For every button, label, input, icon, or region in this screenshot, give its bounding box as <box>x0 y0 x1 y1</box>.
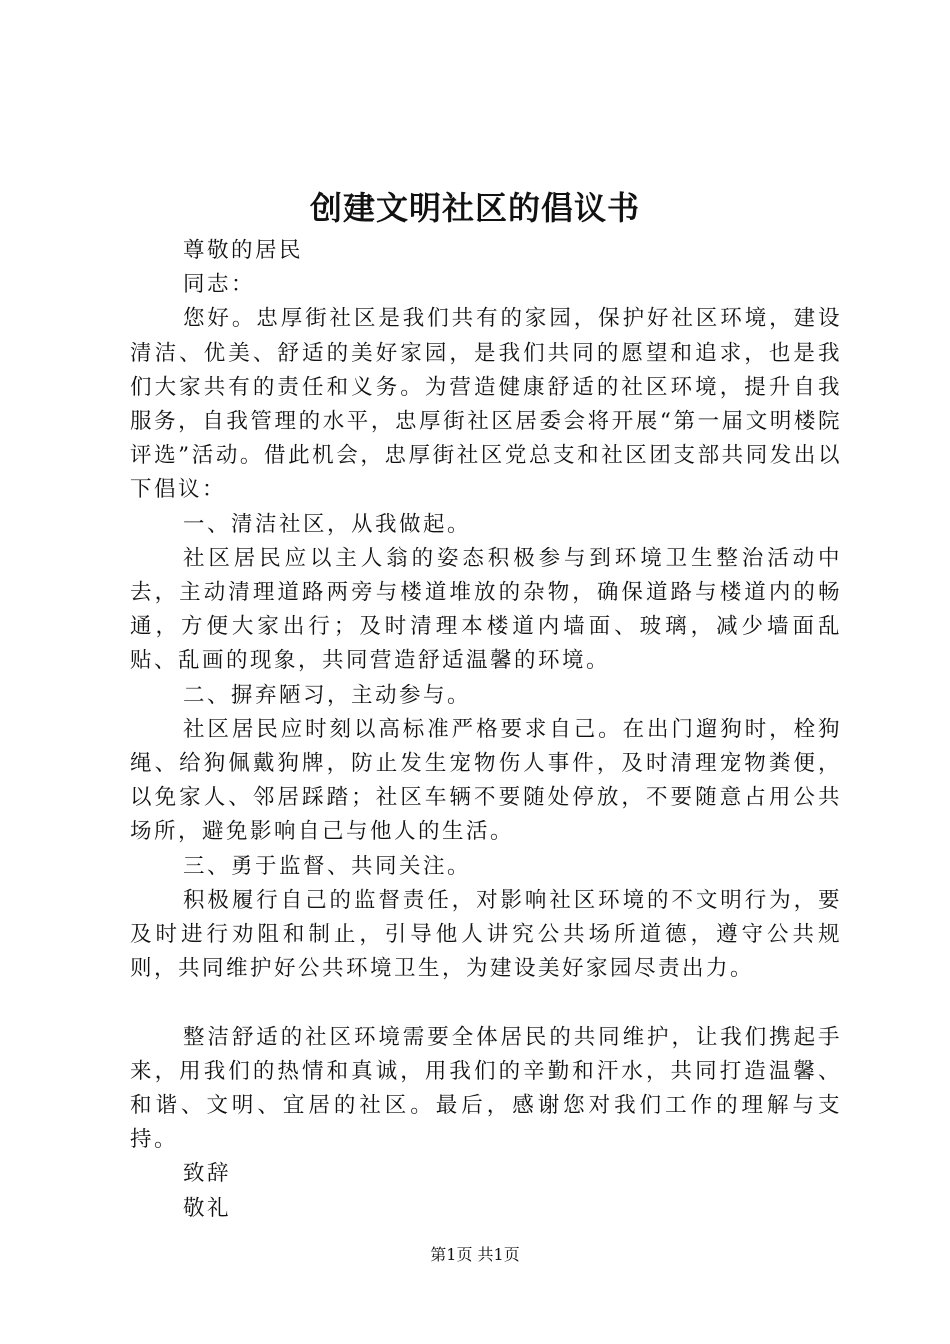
closing-line-1: 致辞 <box>183 1161 232 1187</box>
section-heading-3: 三、勇于监督、共同关注。 <box>183 853 472 879</box>
salutation-line-1: 尊敬的居民 <box>183 238 304 263</box>
document-body <box>130 234 842 1226</box>
paragraph-gap <box>130 986 842 1020</box>
section-heading-1: 一、清洁社区，从我做起。 <box>183 511 472 537</box>
section-paragraph-1: 社区居民应以主人翁的姿态积极参与到环境卫生整治活动中去，主动清理道路两旁与楼道堆放的杂物，确保道路与楼道内的畅通，方便大家出行；及时清理本楼道内墙面、玻璃，减少墙面乱贴、乱画的现象，共同营造舒适温馨的环境。 <box>130 545 842 674</box>
document-title: 创建文明社区的倡议书 <box>309 189 640 227</box>
closing-line-2: 敬礼 <box>183 1195 232 1221</box>
page-footer: 第1页 共1页 <box>430 1245 520 1264</box>
section-paragraph-2: 社区居民应时刻以高标准严格要求自己。在出门遛狗时，栓狗绳、给狗佩戴狗牌，防止发生宠物伤人事件，及时清理宠物粪便，以免家人、邻居踩踏；社区车辆不要随处停放，不要随意占用公共场所，避免影响自己与他人的生活。 <box>130 716 842 845</box>
section-paragraph-3: 积极履行自己的监督责任，对影响社区环境的不文明行为，要及时进行劝阻和制止，引导他人讲究公共场所道德，遵守公共规则，共同维护好公共环境卫生，为建设美好家园尽责出力。 <box>130 887 842 982</box>
intro-paragraph: 您好。忠厚街社区是我们共有的家园，保护好社区环境，建设清洁、优美、舒适的美好家园，是我们共同的愿望和追求，也是我们大家共有的责任和义务。为营造健康舒适的社区环境，提升自我服务，自我管理的水平，忠厚街社区居委会将开展“第一届文明楼院评选”活动。借此机会，忠厚街社区党总支和社区团支部共同发出以下倡议： <box>130 306 842 503</box>
salutation-line-2: 同志： <box>183 272 256 298</box>
section-heading-2: 二、摒弃陋习，主动参与。 <box>183 682 472 708</box>
closing-paragraph: 整洁舒适的社区环境需要全体居民的共同维护，让我们携起手来，用我们的热情和真诚，用我们的辛勤和汗水，共同打造温馨、和谐、文明、宜居的社区。最后，感谢您对我们工作的理解与支持。 <box>130 1024 842 1153</box>
